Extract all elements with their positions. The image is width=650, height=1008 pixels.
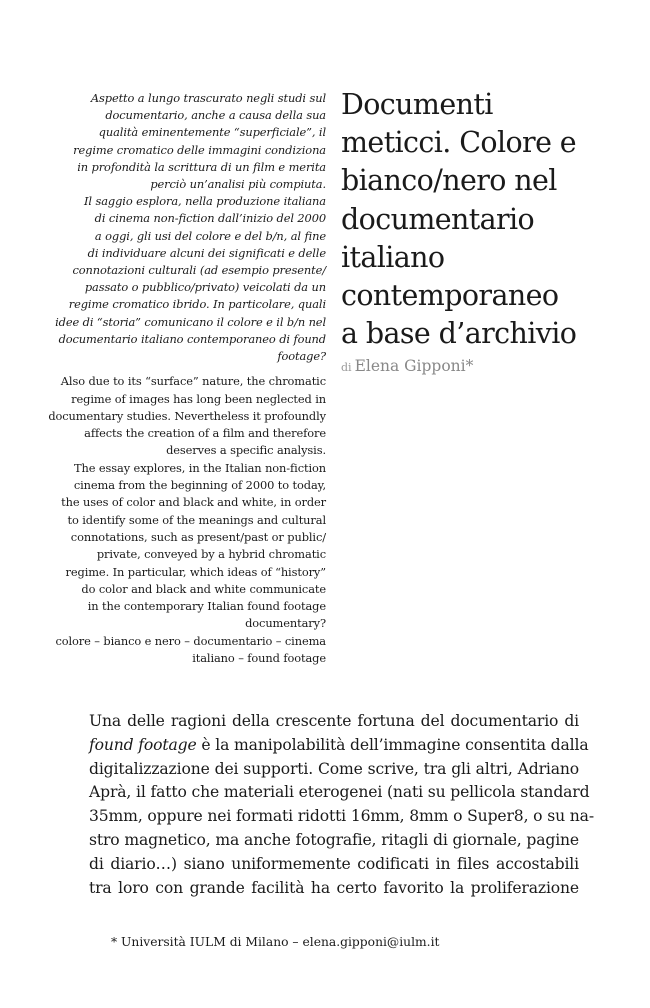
body-line <box>89 805 594 829</box>
abstract-english-line: do color and black and white communicate <box>81 581 326 596</box>
body-line <box>89 734 589 758</box>
abstract-italian-line: idee di “storia” comunicano il colore e il b/n nel <box>55 314 326 329</box>
abstract-english-line: deserves a specific analysis. <box>166 443 326 458</box>
article-title-line: italiano <box>341 240 445 274</box>
body-line-text: tra loro con grande facilità ha certo favorito la proliferazione <box>89 878 579 897</box>
abstract-italian-line: qualità eminentemente “superficiale”, il <box>98 125 326 140</box>
abstract-english-line: connotations, such as present/past or public/ <box>70 529 326 544</box>
abstract-italian-line: in profondità la scrittura di un film e merita <box>77 159 326 174</box>
abstract-english-line: in the contemporary Italian found footage <box>87 599 326 614</box>
body-line-emphasis: found footage <box>89 735 197 754</box>
article-title <box>341 86 641 353</box>
body-line <box>89 829 579 853</box>
body-line <box>89 781 590 805</box>
body-line-text: digitalizzazione dei supporti. Come scrive, tra gli altri, Adriano <box>89 759 579 778</box>
author-byline <box>341 357 641 375</box>
abstract-italian-line: documentario italiano contemporaneo di found <box>58 331 326 346</box>
abstract-italian-line: connotazioni culturali (ad esempio presente/ <box>72 263 326 278</box>
abstract-italian <box>20 90 326 365</box>
abstract-italian-line: perciò un’analisi più compiuta. <box>150 177 326 192</box>
abstract-english-line: The essay explores, in the Italian non-fiction <box>73 460 326 475</box>
title-block <box>341 86 641 375</box>
body-line-text: stro magnetico, ma anche fotografie, ritagli di giornale, pagine <box>89 830 579 849</box>
abstract-italian-line: a oggi, gli usi del colore e del b/n, al fine <box>94 228 326 243</box>
body-line <box>89 758 579 782</box>
author-name: Elena Gipponi* <box>354 357 474 376</box>
keywords <box>20 633 326 668</box>
abstract-english-line: to identify some of the meanings and cultural <box>67 512 326 527</box>
abstract-column <box>20 90 326 667</box>
body-line-text: Una delle ragioni della crescente fortuna del documentario di <box>89 712 579 730</box>
article-title-line: meticci. Colore e <box>341 126 577 160</box>
abstract-italian-line: regime cromatico ibrido. In particolare, quali <box>68 297 326 312</box>
abstract-italian-line: Aspetto a lungo trascurato negli studi sul <box>90 91 326 105</box>
article-title-line: documentario <box>341 202 535 236</box>
abstract-english-line: documentary? <box>245 616 326 631</box>
abstract-italian-line: Il saggio esplora, nella produzione italiana <box>84 194 326 209</box>
keywords-line: italiano – found footage <box>192 651 326 665</box>
body-line <box>89 710 579 734</box>
abstract-english-line: regime. In particular, which ideas of “history” <box>65 564 326 579</box>
abstract-italian-line: di cinema non-fiction dall’inizio del 2000 <box>94 211 326 226</box>
abstract-italian-line: regime cromatico delle immagini condiziona <box>73 142 326 157</box>
body-line <box>89 877 579 901</box>
abstract-italian-line: passato o pubblico/privato) veicolati da un <box>84 280 326 295</box>
body-line-text: Aprà, il fatto che materiali eterogenei (nati su pellicola standard <box>89 783 590 802</box>
abstract-italian-line: footage? <box>277 349 326 364</box>
body-line-text: di diario…) siano uniformemente codificati in files accostabili <box>89 854 579 873</box>
abstract-english-line: private, conveyed by a hybrid chromatic <box>96 547 326 562</box>
abstract-english-line: cinema from the beginning of 2000 to today, <box>73 478 326 493</box>
abstract-english-line: affects the creation of a film and therefore <box>84 426 326 441</box>
abstract-english-line: the uses of color and black and white, in order <box>61 495 326 510</box>
body-line-text: è la manipolabilità dell’immagine consentita dalla <box>196 735 589 754</box>
footnote: * Università IULM di Milano – elena.gipponi@iulm.it <box>111 935 440 949</box>
abstract-italian-line: di individuare alcuni dei significati e delle <box>87 245 326 260</box>
article-title-line: contemporaneo <box>341 279 559 313</box>
abstract-italian-line: documentario, anche a causa della sua <box>105 108 326 123</box>
body-line <box>89 853 579 877</box>
article-title-line: a base d’archivio <box>341 317 577 351</box>
abstract-english-line: documentary studies. Nevertheless it profoundly <box>48 408 326 423</box>
article-title-line: Documenti <box>341 88 493 121</box>
abstract-english-line: regime of images has long been neglected in <box>71 391 326 406</box>
keywords-line: colore – bianco e nero – documentario – cinema <box>55 633 326 648</box>
body-line-text: 35mm, oppure nei formati ridotti 16mm, 8mm o Super8, o su na- <box>89 807 594 826</box>
author-prefix: di <box>341 361 352 375</box>
abstract-english-line: Also due to its “surface” nature, the chromatic <box>60 374 326 389</box>
article-title-line: bianco/nero nel <box>341 164 557 198</box>
body-paragraph <box>89 710 594 900</box>
abstract-english <box>20 373 326 632</box>
